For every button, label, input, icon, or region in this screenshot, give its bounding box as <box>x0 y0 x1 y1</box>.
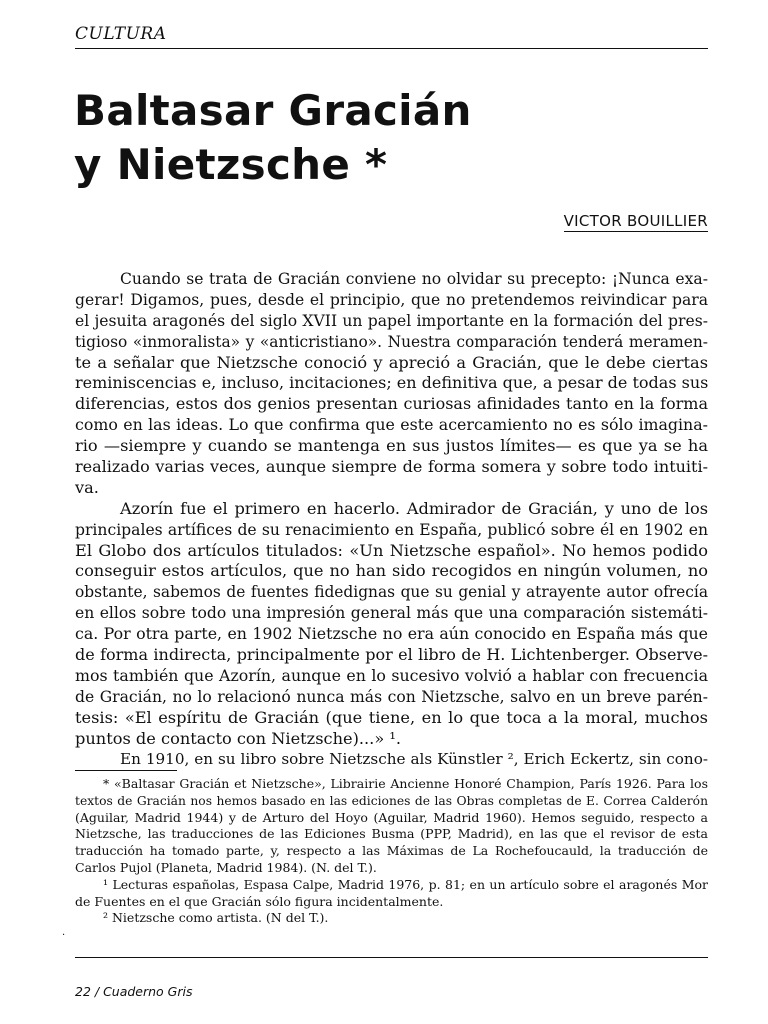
section-label: CULTURA <box>75 24 167 44</box>
body-line: te a señalar que Nietzsche conoció y apreció a Gracián, que le debe ciertas <box>75 352 708 372</box>
footer-rule <box>75 957 708 958</box>
body-line: En 1910, en su libro sobre Nietzsche als Künstler ², Erich Eckertz, sin cono- <box>120 750 708 769</box>
body-line: de Gracián, no lo relacionó nunca más con Nietzsche, salvo en un breve parén- <box>75 687 708 706</box>
body-line: ca. Por otra parte, en 1902 Nietzsche no era aún conocido en España más que <box>75 624 708 644</box>
header-rule <box>75 48 708 49</box>
body-line: mos también que Azorín, aunque en lo sucesivo volvió a hablar con frecuencia <box>75 665 708 685</box>
body-line: conseguir estos artículos, que no han sido recogidos en ningún volumen, no <box>75 561 708 581</box>
body-line: Cuando se trata de Gracián conviene no olvidar su precepto: ¡Nunca exa- <box>120 270 708 288</box>
body-line: tesis: «El espíritu de Gracián (que tiene, en lo que toca a la moral, muchos <box>75 707 708 727</box>
article-body <box>75 269 708 770</box>
footnote-line: Carlos Pujol (Planeta, Madrid 1984). (N. del T.). <box>75 859 377 875</box>
body-line: el jesuita aragonés del siglo XVII un papel importante en la formación del pres- <box>75 311 708 330</box>
body-line: reminiscencias e, incluso, incitaciones; en definitiva que, a pesar de todas sus <box>75 373 709 393</box>
body-line: diferencias, estos dos genios presentan curiosas afinidades tanto en la forma <box>75 394 708 414</box>
body-line: realizado varias veces, aunque siempre de forma somera y sobre todo intuiti- <box>75 457 708 477</box>
body-line: principales artífices de su renacimiento en España, publicó sobre él en 1902 en <box>75 520 708 539</box>
title-line: Baltasar Gracián <box>74 86 472 135</box>
title-line: y Nietzsche * <box>74 140 388 189</box>
scan-speck: · <box>62 930 66 941</box>
footnotes <box>75 776 708 927</box>
footnote-line: * «Baltasar Gracián et Nietzsche», Librairie Ancienne Honoré Champion, París 1926. Para los <box>103 776 708 791</box>
footnote-line: traducción ha tomado parte, y, respecto a las Máximas de La Rochefoucauld, la traducción de <box>75 843 708 859</box>
footnote-line: de Fuentes en el que Gracián sólo figura incidentalmente. <box>75 893 444 909</box>
footnote-line: Nietzsche, las traducciones de las Ediciones Busma (PPP, Madrid), en las que el revisor de esta <box>75 826 708 842</box>
body-line: El Globo dos artículos titulados: «Un Nietzsche español». No hemos podido <box>75 540 708 560</box>
footnote-line: ² Nietzsche como artista. (N del T.). <box>103 910 329 926</box>
footnote-line: ¹ Lecturas españolas, Espasa Calpe, Madrid 1976, p. 81; en un artículo sobre el aragonés Mor <box>103 876 708 892</box>
body-line: obstante, sabemos de fuentes fidedignas que su genial y atrayente autor ofrecía <box>75 583 708 602</box>
body-line: rio —siempre y cuando se mantenga en sus justos límites— es que ya se ha <box>75 436 708 456</box>
page-footer: 22 / Cuaderno Gris <box>75 984 193 999</box>
footnote-separator <box>75 770 177 771</box>
body-line: puntos de contacto con Nietzsche)...» ¹. <box>75 728 402 748</box>
body-line: de forma indirecta, principalmente por el libro de H. Lichtenberger. Observe- <box>75 645 708 665</box>
body-line: va. <box>75 477 99 497</box>
body-line: Azorín fue el primero en hacerlo. Admirador de Gracián, y uno de los <box>120 498 708 518</box>
author-name: VICTOR BOUILLIER <box>563 212 708 230</box>
body-line: gerar! Digamos, pues, desde el principio, que no pretendemos reivindicar para <box>75 290 708 309</box>
body-line: tigioso «inmoralista» y «anticristiano». Nuestra comparación tenderá meramen- <box>75 332 708 351</box>
article-title <box>74 84 472 192</box>
footnote-line: textos de Gracián nos hemos basado en las ediciones de las Obras completas de E. Correa Calderón <box>75 793 708 808</box>
body-line: en ellos sobre todo una impresión general más que una comparación sistemáti- <box>75 604 708 623</box>
footnote-line: (Aguilar, Madrid 1944) y de Arturo del Hoyo (Aguilar, Madrid 1960). Hemos seguido, respecto a <box>75 809 708 825</box>
body-line: como en las ideas. Lo que confirma que este acercamiento no es sólo imagina- <box>75 415 708 435</box>
